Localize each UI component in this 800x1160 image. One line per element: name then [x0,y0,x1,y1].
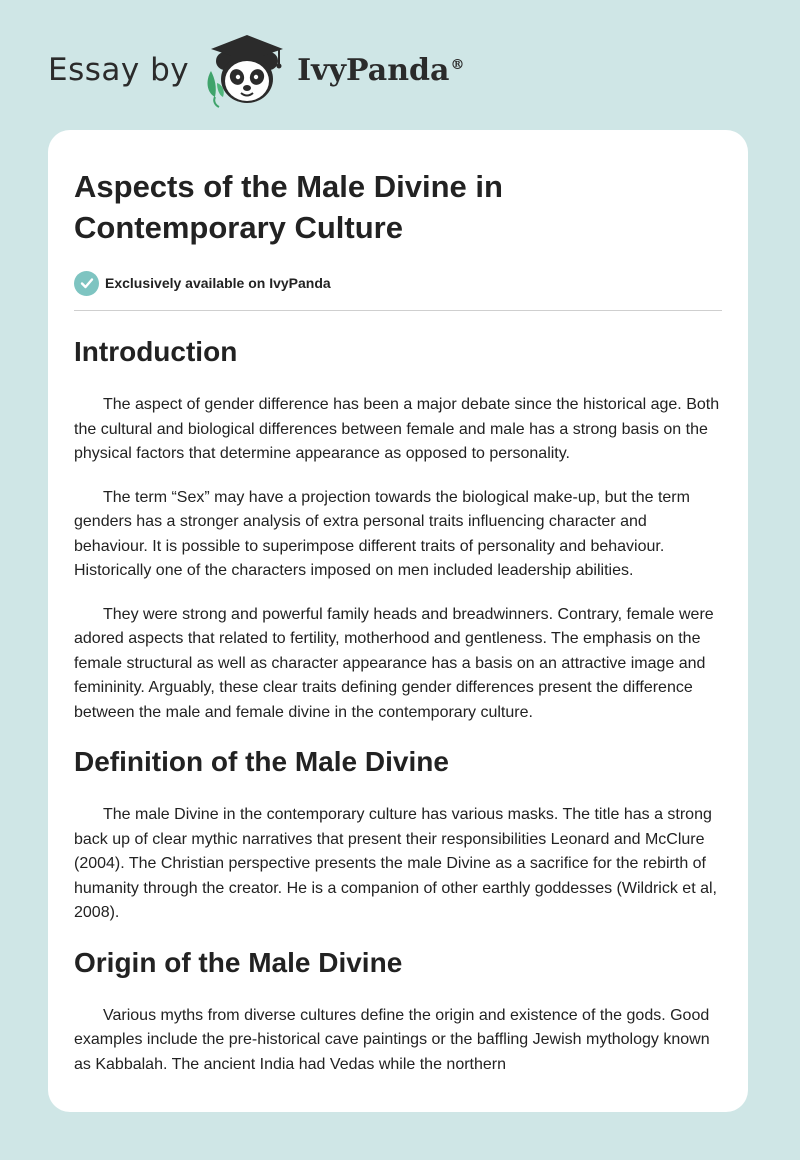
section-definition [74,745,722,926]
section-heading: Introduction [74,336,238,367]
divider [74,310,722,311]
section-introduction [74,335,722,725]
section-heading: Definition of the Male Divine [74,746,449,777]
paragraph: Various myths from diverse cultures define the origin and existence of the gods. Good examples include the pre-historical cave paintings or the baffling Jewish mythology known as Kabbalah. The ancient India had Vedas while the northern [74,1006,710,1073]
site-header [48,30,464,110]
paragraph: The aspect of gender difference has been a major debate since the historical age. Both the cultural and biological differences between female and male has a strong basis on the physical factors that determine appearance as opposed to personality. [74,396,720,462]
essay-title: Aspects of the Male Divine in Contemporary Culture [74,169,503,245]
paragraph: The male Divine in the contemporary culture has various masks. The title has a strong back up of clear mythic narratives that present their responsibilities Leonard and McClure (2004). The Christian perspective presents the male Divine as a sacrifice for the rebirth of humanity through the creator. He is a companion of other earthly goddesses (Wildrick et al, 2008). [74,806,717,921]
paragraph: The term “Sex” may have a projection towards the biological make-up, but the term genders has a stronger analysis of extra personal traits influencing character and behaviour. It is possible to superimpose different traits of personality and behaviour. Historically one of the characters imposed on men included leadership abilities. [74,488,690,579]
section-origin [74,946,722,1078]
paragraph: They were strong and powerful family heads and breadwinners. Contrary, female were adored aspects that related to fertility, motherhood and gentleness. The emphasis on the female structural as well as character appearance has a basis on an attractive image and femininity. Arguably, these clear traits defining gender differences present the difference between the male and female divine in the contemporary culture. [74,605,714,721]
brand-name[interactable]: IvyPanda® [297,52,465,88]
essay-card [48,130,748,1112]
exclusive-badge [74,270,722,296]
exclusive-label: Exclusively available on IvyPanda [105,275,331,291]
panda-logo-icon[interactable] [203,31,291,109]
essay-by-label: Essay by [48,52,190,88]
checkmark-icon [74,271,99,296]
section-heading: Origin of the Male Divine [74,946,403,978]
